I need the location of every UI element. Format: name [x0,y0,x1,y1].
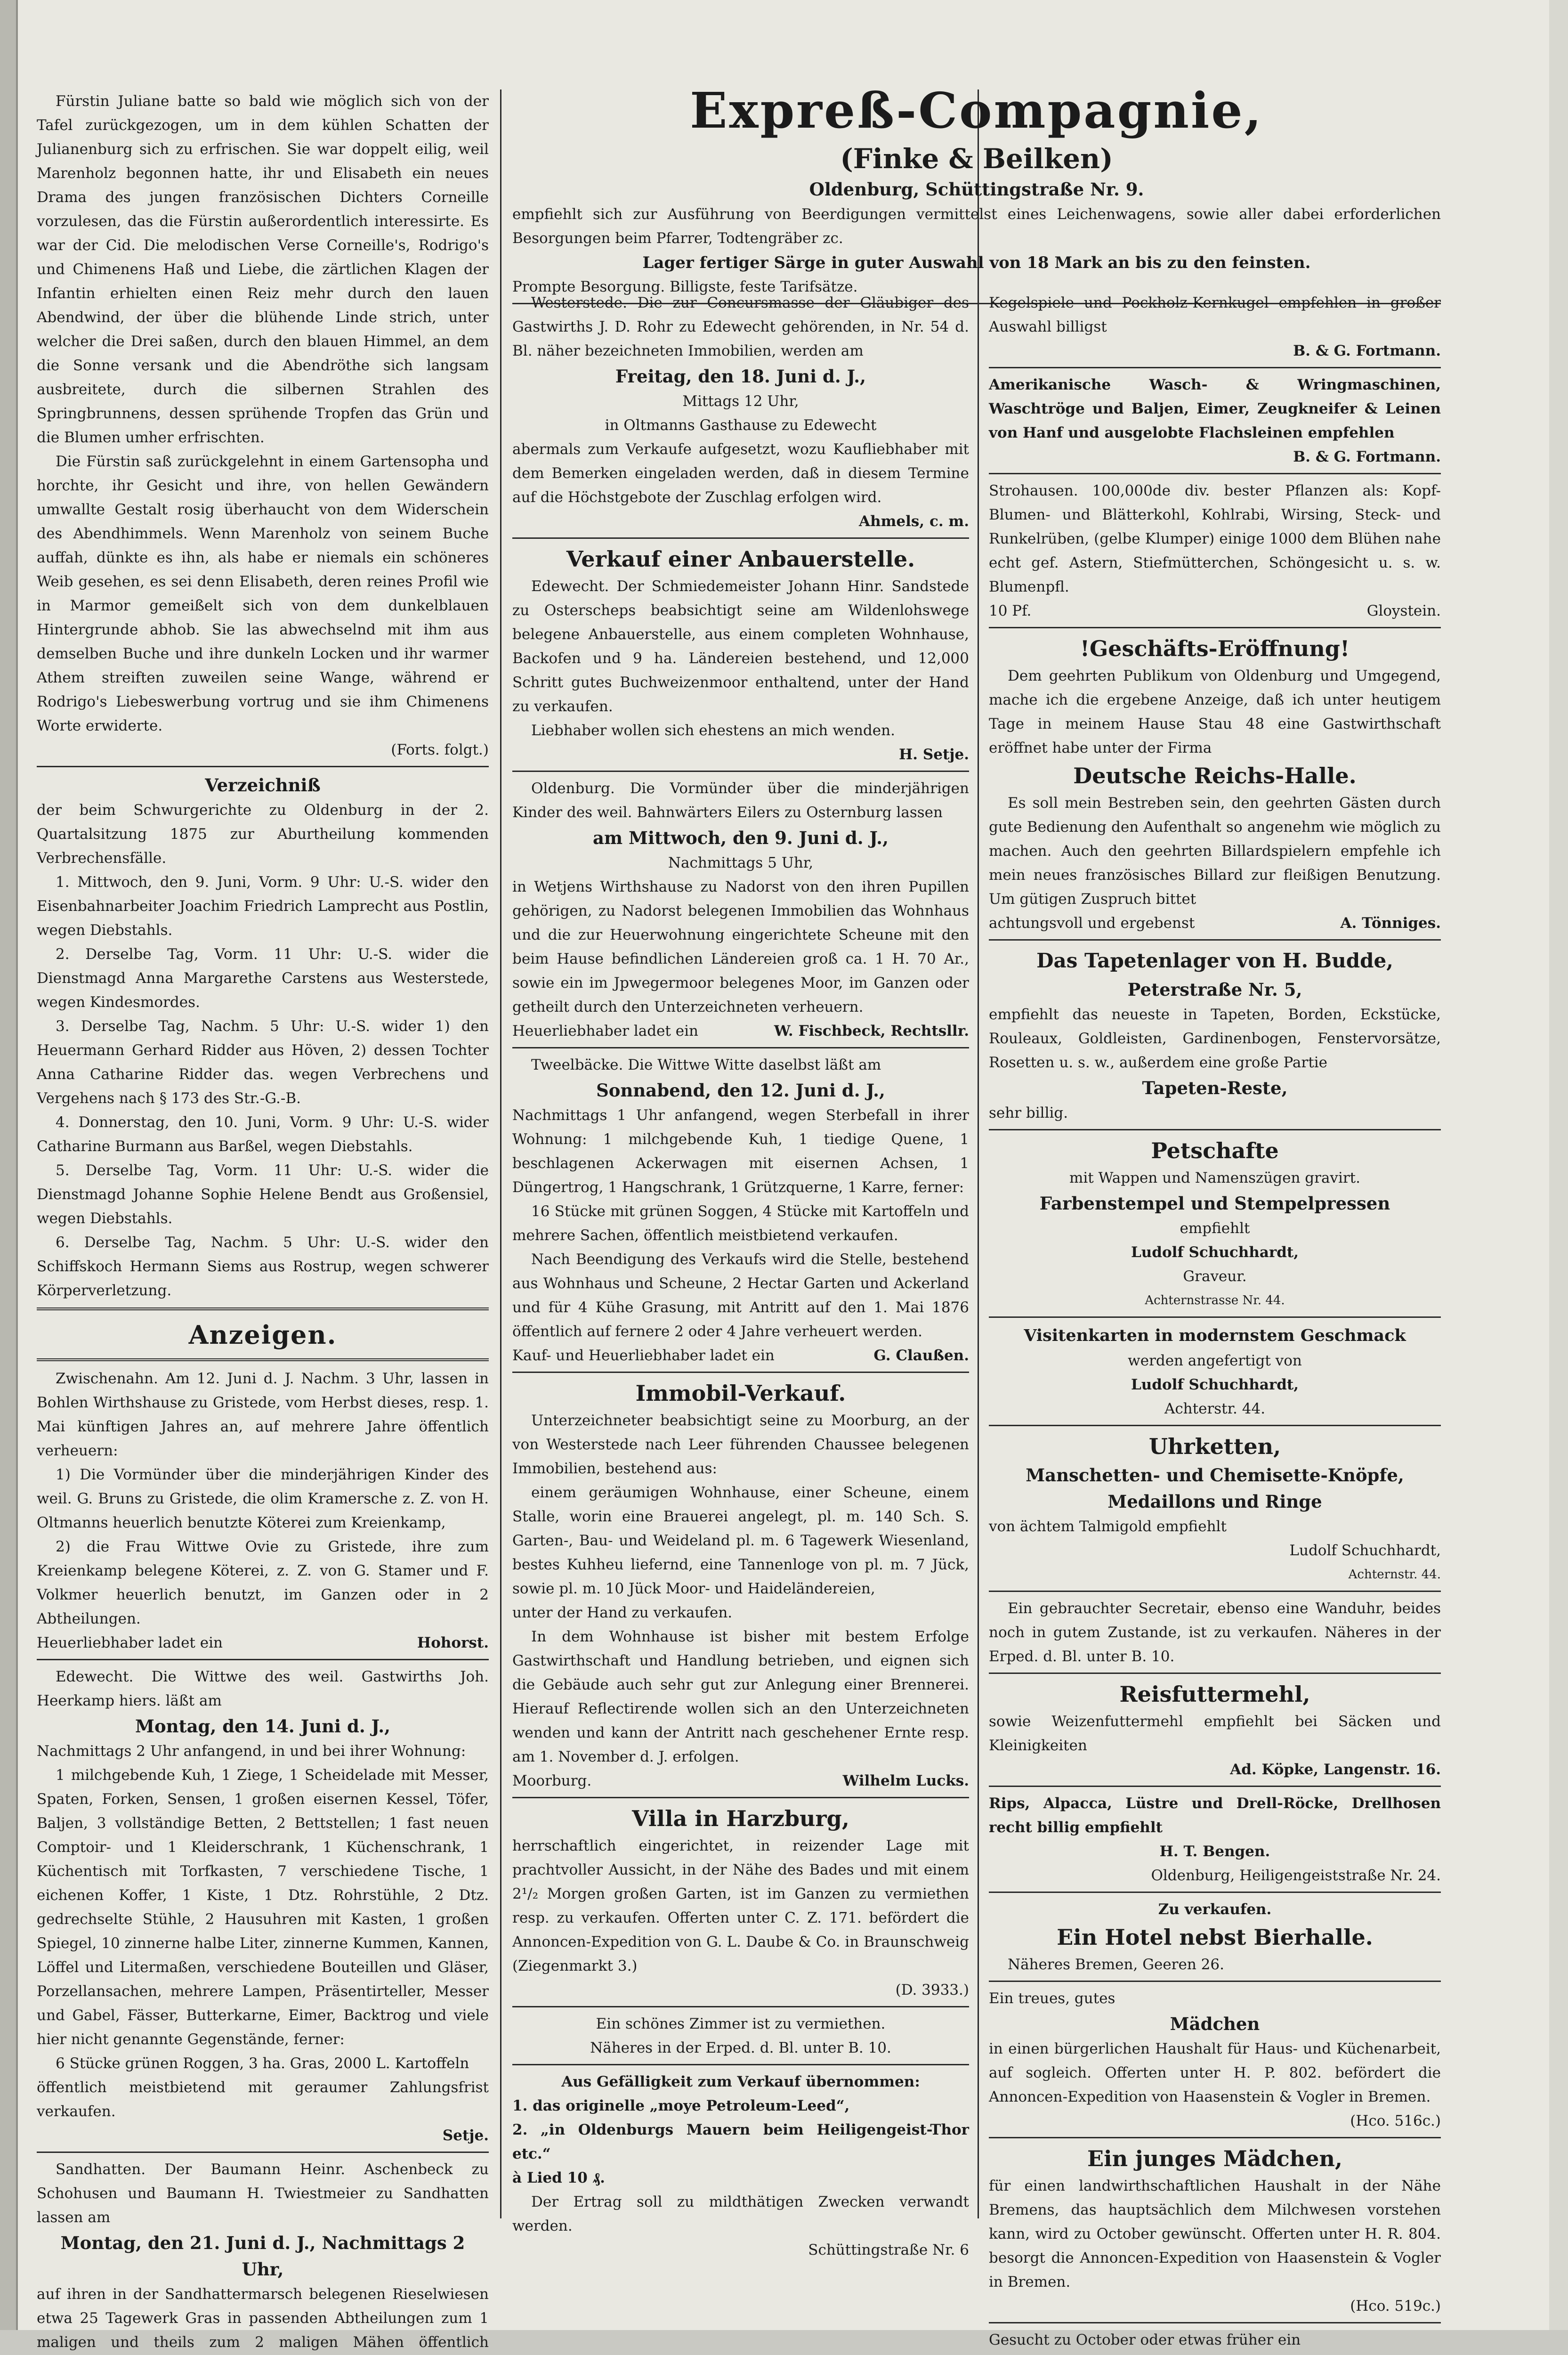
express-banner [512,80,1441,309]
court-case: 4. Donnerstag, den 10. Juni, Vorm. 9 Uhr: U.-S. wider Catharine Burmann aus Barßel, wegen Diebstahls. [37,1114,489,1155]
ad-item: 1) Die Vormünder über die minderjährigen Kinder des weil. G. Bruns zu Gristede, die olim Kramersche z. Z. von H. Oltmanns heuerlich benutzte Köterei zum Kreienkamp, [37,1466,489,1531]
divider [512,537,969,539]
ad-title: Petschafte [1151,1138,1279,1163]
ad-signature: B. & G. Fortmann. [1293,448,1441,465]
divider [989,939,1441,941]
divider [989,1425,1441,1426]
express-bold: Lager fertiger Särge in guter Auswahl von 18 Mark an bis zu den feinsten. [642,253,1311,272]
ad-code: (Hco. 519c.) [1350,2298,1441,2314]
ad-signature: Ahmels, c. m. [859,513,969,530]
sig-right: Hohorst. [417,1634,489,1651]
ad-subtitle: Peterstraße Nr. 5, [1127,979,1302,1000]
ad-text: herrschaftlich eingerichtet, in reizender Lage mit prachtvoller Aussicht, in der Nähe des Bades und mit einem 2¹/₂ Morgen großen Garten, ist im Ganzen zu vermiethen resp. zu verkaufen. Offerten unter C. Z. 171. befördert die Annoncen-Expedition von G. L. Daube & Co. in Braunschweig (Ziegenmarkt 3.) [512,1837,969,1974]
ad-text: Graveur. [1183,1268,1247,1285]
ad-text: Aus Gefälligkeit zum Verkauf übernommen: [561,2073,920,2090]
ad-text: Oldenburg, Heiligengeiststraße Nr. 24. [1151,1867,1441,1884]
ad-date: Montag, den 14. Juni d. J., [135,1716,390,1737]
ad-text: in Wetjens Wirthshause zu Nadorst von den ihren Pupillen gehörigen, zu Nadorst belegenen Immobilien das Wohnhaus und die zur Heuerwohnung eingerichtete Scheune mit den beim Hause befindlichen Ländereien groß ca. 1 H. 70 Ar., sowie ein im Jpwegermoor belegenes Moor, im Ganzen oder getheilt durch den Unterzeichneten verheuern. [512,878,969,1015]
divider [989,2137,1441,2138]
ad-text: 16 Stücke mit grünen Soggen, 4 Stücke mit Kartoffeln und mehrere Sachen, öffentlich meistbietend verkaufen. [512,1203,969,1244]
ad-text: in einen bürgerlichen Haushalt für Haus- und Küchenarbeit, auf sogleich. Offerten unter H. P. 802. befördert die Annoncen-Expedition von Haasenstein & Vogler in Bremen. [989,2040,1441,2105]
page-edge [1549,0,1568,2330]
divider [512,2064,969,2065]
binding-edge [0,0,18,2330]
ad-text: Sandhatten. Der Baumann Heinr. Aschenbeck zu Schohusen und Baumann H. Twiestmeier zu Sandhatten lassen am [37,2161,489,2226]
ad-text: Amerikanische Wasch- & Wringmaschinen, Waschtröge und Baljen, Eimer, Zeugkneifer & Leinen von Hanf und ausgelobte Flachsleinen empfehlen [989,376,1441,441]
ad-text: Edewecht. Der Schmiedemeister Johann Hinr. Sandstede zu Osterscheps beabsichtigt seine am Wildenlohswege belegene Anbauerstelle, aus einem completen Wohnhause, Backofen und 9 ha. Ländereien bestehend, und 12,000 Schritt gutes Buchweizenmoor enthaltend, unter der Hand zu verkaufen. [512,578,969,715]
column-3 [989,291,1441,2355]
express-end: Prompte Besorgung. Billigste, feste Tarifsätze. [512,278,858,295]
divider [989,627,1441,628]
ad-text: von ächtem Talmigold empfiehlt [989,1518,1227,1535]
divider [989,1673,1441,1674]
ad-text: einem geräumigen Wohnhause, einer Scheune, einem Stalle, worin eine Brauerei angelegt, pl. m. 140 Sch. S. Garten-, Bau- und Weideland pl. m. 6 Tagewerk Wiesenland, bestes Kuhheu liefernd, eine Tannenloge von pl. m. 7 Jück, sowie pl. m. 10 Jück Moor- und Haideländereien, [512,1484,969,1597]
ad-text: Zwischenahn. Am 12. Juni d. J. Nachm. 3 Uhr, lassen in Bohlen Wirthshause zu Gristede, vom Herbst dieses, resp. 1. Mai künftigen Jahres an, auf mehrere Jahre öffentlich verheuern: [37,1370,489,1459]
court-case: 5. Derselbe Tag, Vorm. 11 Uhr: U.-S. wider die Dienstmagd Johanne Sophie Helene Bendt aus Großensiel, wegen Diebstahls. [37,1162,489,1227]
ad-price: 10 Pf. [989,602,1032,619]
ad-text: mit Wappen und Namenszügen gravirt. [1069,1169,1360,1186]
divider [989,1316,1441,1318]
ad-text: Nach Beendigung des Verkaufs wird die Stelle, bestehend aus Wohnhaus und Scheune, 2 Hectar Garten und Ackerland und für 4 Kühe Grasung, mit Antritt auf den 1. Mai 1876 öffentlich auf fernere 2 oder 4 Jahre verheuert werden. [512,1251,969,1340]
ad-text: Der Ertrag soll zu mildthätigen Zwecken verwandt werden. [512,2193,969,2234]
ad-text: 1. das originelle „moye Petroleum-Leed“, [512,2097,850,2114]
ad-text: Nachmittags 1 Uhr anfangend, wegen Sterbefall in ihrer Wohnung: 1 milchgebende Kuh, 1 tiedige Quene, 1 beschlagenen Ackerwagen mit eisernen Achsen, 1 Düngertrog, 1 Hangschrank, 1 Grützquerne, 1 Karre, ferner: [512,1107,969,1196]
ad-list: 6 Stücke grünen Roggen, 3 ha. Gras, 2000 L. Kartoffeln [56,2055,469,2072]
divider [989,1892,1441,1893]
ad-text: à Lied 10 ₰. [512,2169,605,2186]
ad-title: Visitenkarten in modernstem Geschmack [1024,1326,1406,1345]
sig-right: W. Fischbeck, Rechtsllr. [774,1023,969,1039]
ad-text: Achternstrasse Nr. 44. [1145,1293,1285,1307]
ad-text: In dem Wohnhause ist bisher mit bestem Erfolge Gastwirthschaft und Handlung betrieben, und eignen sich die Gebäude auch sehr gut zur Anlegung einer Brennerei. Hierauf Reflectirende wollen sich an den Unterzeichneten wenden und kann der Antritt nach geschehener Ernte resp. am 1. November d. J. erfolgen. [512,1628,969,1765]
ad-address: Schüttingstraße Nr. 6 [808,2241,969,2258]
ad-text: Rips, Alpacca, Lüstre und Drell-Röcke, Drellhosen recht billig empfiehlt [989,1795,1441,1836]
ad-text: Liebhaber wollen sich ehestens an mich wenden. [531,722,895,739]
ad-text: Ludolf Schuchhardt, [1289,1542,1441,1559]
divider [512,771,969,772]
column-rule-1 [500,89,501,2218]
ad-text: 2. „in Oldenburgs Mauern beim Heiligengeist-Thor etc.“ [512,2121,969,2162]
ad-signature [512,1344,969,1368]
ad-text: Ein schönes Zimmer ist zu vermiethen. [596,2015,886,2032]
sig-left: Kauf- und Heuerliebhaber ladet ein [512,1347,775,1364]
ad-text: Tapeten-Reste, [1142,1078,1288,1098]
ad-date: am Mittwoch, den 9. Juni d. J., [593,828,889,848]
divider [37,1358,489,1361]
ad-text: sehr billig. [989,1104,1068,1121]
ad-place: in Oltmanns Gasthause zu Edewecht [605,417,877,434]
ad-text: Kegelspiele und Pockholz-Kernkugel empfehlen in großer Auswahl billigst [989,294,1441,335]
sig-left: Moorburg. [512,1772,592,1789]
ad-date: Freitag, den 18. Juni d. J., [615,366,866,387]
ad-text: Ludolf Schuchhardt, [1131,1244,1299,1261]
ad-text: sowie Weizenfuttermehl empfiehlt bei Säcken und Kleinigkeiten [989,1713,1441,1754]
ad-text: Dem geehrten Publikum von Oldenburg und Umgegend, mache ich die ergebene Anzeige, daß ich unter heutigem Tage in meinem Hause Stau 48 eine Gastwirthschaft eröffnet habe unter der Firma [989,667,1441,756]
ad-title: Verkauf einer Anbauerstelle. [566,546,915,572]
express-subtitle: (Finke & Beilken) [840,143,1113,175]
divider [512,2006,969,2007]
ad-date: Montag, den 21. Juni d. J., Nachmittags 2 Uhr, [60,2233,465,2280]
ad-text: Näheres Bremen, Geeren 26. [1008,1956,1224,1973]
anzeigen-heading: Anzeigen. [188,1320,337,1350]
ad-text: Es soll mein Bestreben sein, den geehrten Gästen durch gute Bedienung den Aufenthalt so angenehm wie möglich zu machen. Auch den geehrten Billardspielern empfehle ich mein neues französisches Billard zur fleißigen Benutzung. Um gütigen Zuspruch bittet [989,795,1441,908]
divider [989,1786,1441,1787]
column-1 [37,89,489,2355]
divider [989,367,1441,368]
court-case: 6. Derselbe Tag, Nachm. 5 Uhr: U.-S. wider den Schiffskoch Hermann Siems aus Rostrup, wegen schwerer Körperverletzung. [37,1234,489,1299]
divider [512,1372,969,1373]
ad-text: Ludolf Schuchhardt, [1131,1376,1299,1393]
express-address: Oldenburg, Schüttingstraße Nr. 9. [809,179,1144,200]
column-2 [512,291,969,2262]
ad-title: Villa in Harzburg, [632,1806,849,1831]
ad-title: Immobil-Verkauf. [635,1381,846,1406]
ad-signature [512,1019,969,1043]
ad-signature: Ad. Köpke, Langenstr. 16. [1230,1761,1441,1778]
divider [989,1591,1441,1592]
court-case: 1. Mittwoch, den 9. Juni, Vorm. 9 Uhr: U.-S. wider den Eisenbahnarbeiter Joachim Friedrich Lamprecht aus Postlin, wegen Diebstahls. [37,874,489,939]
ad-signature [989,911,1441,935]
divider [512,1797,969,1798]
ad-text: Unterzeichneter beabsichtigt seine zu Moorburg, an der von Westerstede nach Leer führenden Chaussee belegenen Immobilien, bestehend aus: [512,1412,969,1477]
story-continuation: (Forts. folgt.) [391,741,489,758]
ad-text: unter der Hand zu verkaufen. [512,1604,733,1621]
ad-text: Achterstr. 44. [1164,1400,1266,1417]
ad-signature: H. Setje. [898,746,969,763]
ad-text: Zu verkaufen. [1158,1901,1272,1918]
ad-text: Strohausen. 100,000de div. bester Pflanzen als: Kopf- Blumen- und Blätterkohl, Kohlrabi, Wirsing, Steck- und Runkelrüben, (gelbe Klumper) einige 1000 dem Blühen nahe echt gef. Astern, Stiefmütterchen, Schöngesicht u. s. w. Blumenpfl. [989,482,1441,595]
express-title: Expreß-Compagnie, [690,81,1263,139]
ad-signature [512,1769,969,1793]
ad-title [989,2352,1441,2355]
firm-name: Deutsche Reichs-Halle. [1073,763,1357,788]
sig-left: Heuerliebhaber ladet ein [37,1634,223,1651]
verzeichnis-title: Verzeichniß [205,775,321,796]
ad-signature [37,1631,489,1655]
sig-right: A. Tönniges. [1340,915,1441,932]
divider [37,1659,489,1660]
ad-list: 1 milchgebende Kuh, 1 Ziege, 1 Scheidelade mit Messer, Spaten, Forken, Sensen, 1 großen eisernen Kessel, Töfer, Baljen, 3 vollständige Betten, 2 Bettstellen; 1 fast neuen Comptoir- und 1 Kleiderschrank, 1 Küchenschrank, 1 Küchentisch mit Torfkasten, 7 verschiedene Tische, 1 eichenen Koffer, 1 Kiste, 1 Dtz. Rohrstühle, 2 Dtz. gedrechselte Stühle, 2 Hausuhren mit Kasten, 1 großen Spiegel, 10 zinnerne halbe Liter, zinnerne Kummen, Kannen, Löffel und Litermaßen, verschiedene Bouteillen und Gläser, Porzellansachen, mehrere Lampen, Präsentirteller, Messer und Gabel, Fässer, Butterkarne, Eimer, Backtrog und viele hier nicht genannte Gegenstände, ferner: [37,1767,489,2048]
sig-right: G. Claußen. [873,1347,969,1364]
ad-text: Ein gebrauchter Secretair, ebenso eine Wanduhr, beides noch in gutem Zustande, ist zu verkaufen. Näheres in der Erped. d. Bl. unter B. 10. [989,1600,1441,1665]
court-case: 3. Derselbe Tag, Nachm. 5 Uhr: U.-S. wider 1) den Heuermann Gerhard Ridder aus Höven, 2) dessen Tochter Anna Catharine Ridder das. wegen Verbrechens und Vergehens nach § 173 des Str.-G.-B. [37,1018,489,1107]
ad-date: Sonnabend, den 12. Juni d. J., [596,1080,885,1101]
ad-text: abermals zum Verkaufe aufgesetzt, wozu Kaufliebhaber mit dem Bemerken eingeladen werden, daß in diesem Termine auf die Höchstgebote der Zuschlag erfolgen wird. [512,441,969,506]
ad-text: empfiehlt [1180,1220,1250,1237]
ad-text: Achternstr. 44. [1348,1567,1441,1582]
ad-code: (Hco. 516c.) [1350,2112,1441,2129]
verzeichnis-intro: der beim Schwurgerichte zu Oldenburg in der 2. Quartalsitzung 1875 zur Aburtheilung kommenden Verbrechensfälle. [37,802,489,867]
ad-signature: B. & G. Fortmann. [1293,342,1441,359]
ad-code: (D. 3933.) [895,1981,969,1998]
express-text: empfiehlt sich zur Ausführung von Beerdigungen vermittelst eines Leichenwagens, sowie aller dabei erforderlichen Besorgungen beim Pfarrer, Todtengräber zc. [512,206,1441,247]
divider [989,2322,1441,2323]
ad-title: Ein junges Mädchen, [1087,2146,1342,2171]
ad-text: für einen landwirthschaftlichen Haushalt in der Nähe Bremens, das hauptsächlich dem Milchwesen vorstehen kann, wird zu October gewünscht. Offerten unter H. R. 804. besorgt die Annoncen-Expedition von Haasenstein & Vogler in Bremen. [989,2177,1441,2290]
divider [989,473,1441,474]
ad-text: Oldenburg. Die Vormünder über die minderjährigen Kinder des weil. Bahnwärters Eilers zu Osternburg lassen [512,780,969,821]
ad-text: werden angefertigt von [1128,1352,1302,1369]
ad-text: Edewecht. Die Wittwe des weil. Gastwirths Joh. Heerkamp hiers. läßt am [37,1668,489,1709]
ad-title: Das Tapetenlager von H. Budde, [1036,949,1393,972]
court-case: 2. Derselbe Tag, Vorm. 11 Uhr: U.-S. wider die Dienstmagd Anna Margarethe Carstens aus Westerstede, wegen Kindesmordes. [37,946,489,1011]
divider [37,1307,489,1310]
divider [512,1047,969,1048]
ad-title: Mädchen [1170,2014,1260,2034]
ad-time: Nachmittags 5 Uhr, [668,854,814,871]
ad-text: Westerstede. Die zur Concursmasse der Gläubiger des Gastwirths J. D. Rohr zu Edewecht gehörenden, in Nr. 54 d. Bl. näher bezeichneten Immobilien, werden am [512,294,969,359]
sig-left: Heuerliebhaber ladet ein [512,1023,698,1039]
ad-title: Reisfuttermehl, [1119,1681,1310,1707]
ad-time: Mittags 12 Uhr, [682,393,799,410]
ad-text: Ein treues, gutes [989,1990,1115,2007]
ad-signature: Setje. [442,2127,489,2144]
ad-title: !Geschäfts-Eröffnung! [1080,636,1350,661]
ad-item: 2) die Frau Wittwe Ovie zu Gristede, ihre zum Kreienkamp belegene Köterei, z. Z. von G. Stamer und F. Volkmer heuerlich benutzt, im Ganzen oder in 2 Abtheilungen. [37,1538,489,1627]
divider [37,2152,489,2153]
sig-right: Wilhelm Lucks. [842,1772,969,1789]
ad-text: Näheres in der Erped. d. Bl. unter B. 10. [590,2039,891,2056]
sig-right: Gloystein. [1366,602,1441,619]
sig-left: achtungsvoll und ergebenst [989,915,1195,932]
column-rule-2 [978,89,979,2218]
ad-signature [989,599,1441,623]
story-paragraph: Die Fürstin saß zurückgelehnt in einem Gartensopha und horchte, ihr Gesicht und ihre, von hellen Gewändern umwallte Gestalt rosig überhaucht von dem Widerschein des Abendhimmels. Wenn Marenholz von seinem Buche auffah, dünkte es ihn, als habe er niemals ein schöneres Weib gesehen, es sei denn Elisabeth, deren reines Profil wie in Marmor gemeißelt sich von dem dunkelblauen Hintergrunde abhob. Sie las abwechselnd mit ihm aus demselben Buche und ihre dunkeln Locken und ihr warmer Athem streiften zuweilen seine Wange, während er Rodrigo's Liebeswerbung vortrug und sie ihm Chimenens Worte erwiderte. [37,453,489,734]
ad-text: öffentlich meistbietend mit geraumer Zahlungsfrist verkaufen. [37,2079,489,2120]
ad-text: empfiehlt das neueste in Tapeten, Borden, Eckstücke, Rouleaux, Goldleisten, Gardinenbogen, Fenstervorsätze, Rosetten u. s. w., außerdem eine große Partie [989,1006,1441,1071]
story-paragraph: Fürstin Juliane batte so bald wie möglich sich von der Tafel zurückgezogen, um in dem kühlen Schatten der Julianenburg sich zu erfrischen. Sie war doppelt eilig, weil Marenholz begonnen hatte, ihr und Elisabeth ein neues Drama des jungen französischen Dichters Corneille vorzulesen, das die Fürstin außerordentlich interessirte. Es war der Cid. Die melodischen Verse Corneille's, Rodrigo's und Chimenens Haß und Liebe, die zärtlichen Klagen der Infantin erhielten einen Reiz mehr durch den lauen Abendwind, der über die blühende Linde strich, unter welcher die Drei saßen, durch den blauen Himmel, an dem die Sonne versank und die Abendröthe sich langsam ausbreitete, durch die silbernen Strahlen des Springbrunnens, dessen sprühende Tropfen das Grün und die Blumen umher erfrischten. [37,93,489,446]
ad-text: H. T. Bengen. [1159,1843,1270,1860]
divider [989,1981,1441,1982]
ad-title: Ein Hotel nebst Bierhalle. [1057,1925,1373,1950]
ad-text: Gesucht zu October oder etwas früher ein [989,2331,1301,2348]
ad-text: Manschetten- und Chemisette-Knöpfe, [1026,1465,1404,1486]
divider [37,766,489,767]
ad-text: Tweelbäcke. Die Wittwe Witte daselbst läßt am [531,1056,881,1073]
ad-text: Farbenstempel und Stempelpressen [1039,1193,1390,1214]
ad-text: Medaillons und Ringe [1107,1491,1322,1512]
ad-title: Uhrketten, [1148,1434,1281,1459]
divider [989,1129,1441,1130]
ad-text: auf ihren in der Sandhattermarsch belegenen Rieselwiesen etwa 25 Tagewerk Gras in passenden Abtheilungen zum 1 maligen und theils zum 2 maligen Mähen öffentlich [37,2286,489,2351]
ad-text: Nachmittags 2 Uhr anfangend, in und bei ihrer Wohnung: [37,1743,466,1760]
